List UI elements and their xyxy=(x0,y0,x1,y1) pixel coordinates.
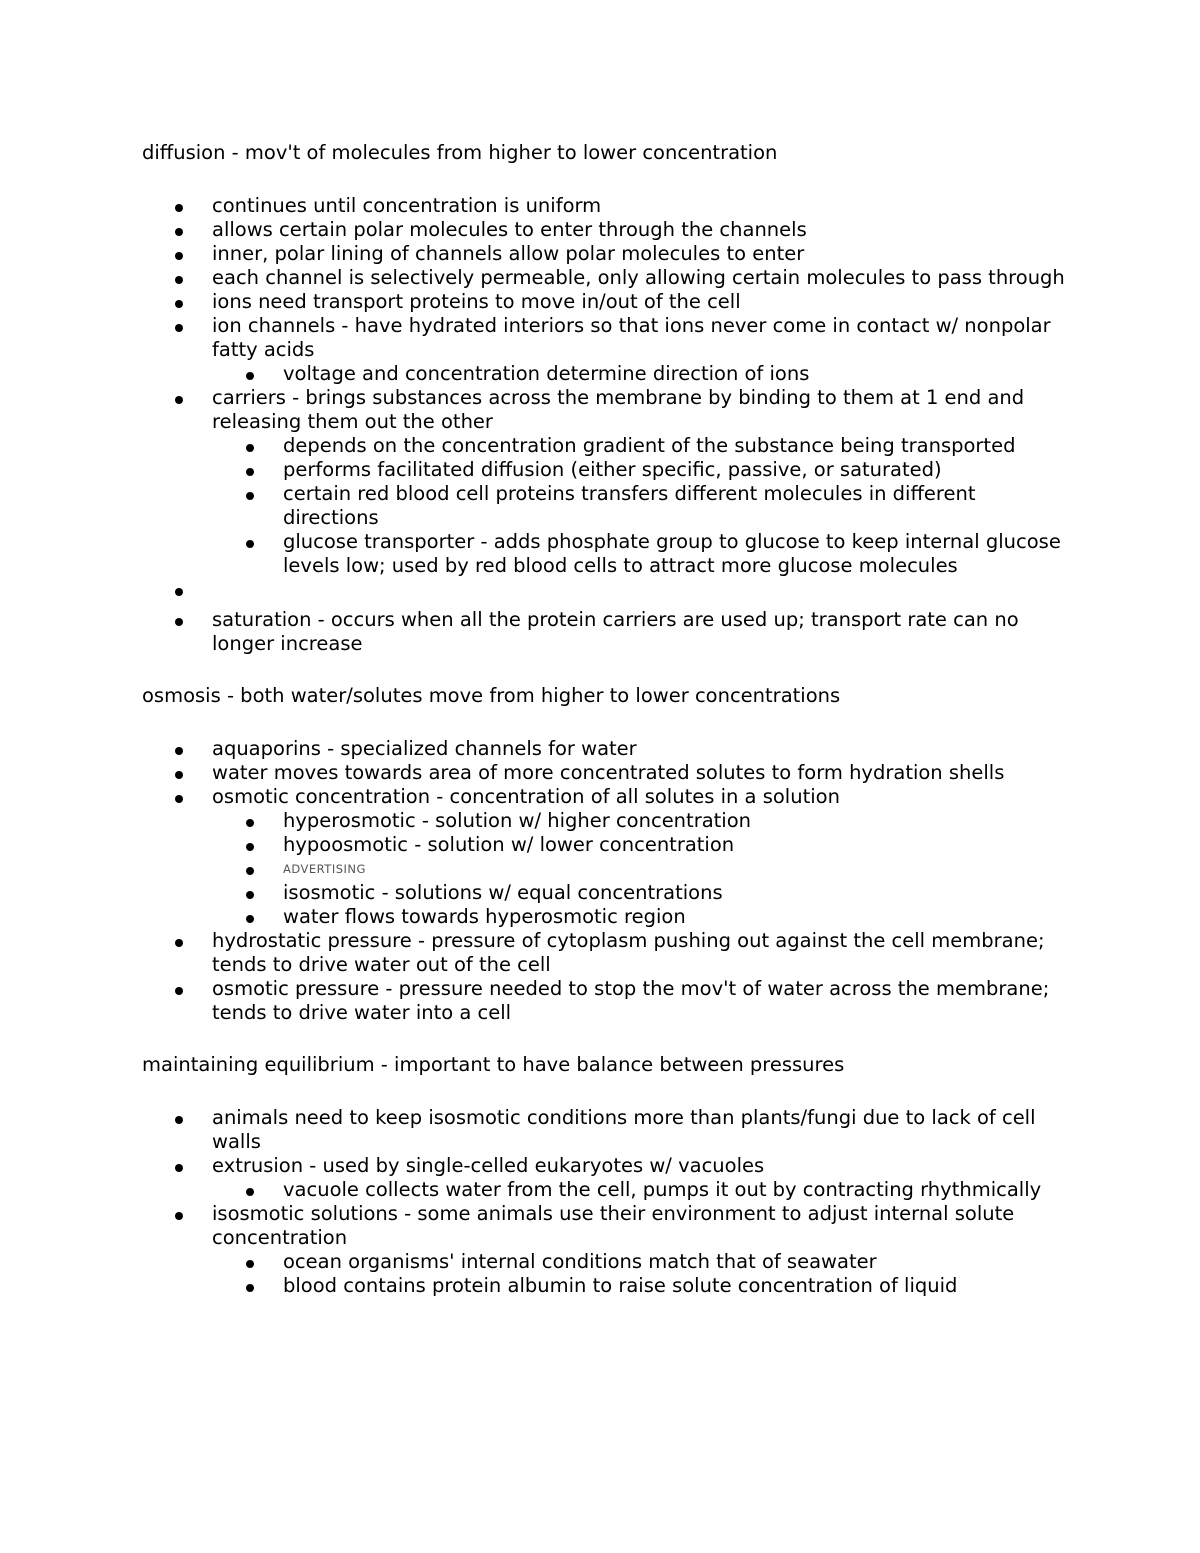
sub-list-item-text: performs facilitated diffusion (either specific, passive, or saturated) xyxy=(283,458,942,481)
list-item-text: saturation - occurs when all the protein carriers are used up; transport rate can no longer increase xyxy=(212,608,1019,655)
list-item-text: each channel is selectively permeable, only allowing certain molecules to pass through xyxy=(212,266,1065,289)
sub-list-item xyxy=(283,530,1072,578)
sub-list-item-text: certain red blood cell proteins transfers different molecules in different directions xyxy=(283,482,976,529)
list-item-text: inner, polar lining of channels allow polar molecules to enter xyxy=(212,242,805,265)
bullet-icon xyxy=(175,228,183,236)
sub-list-item xyxy=(283,482,1072,530)
list-item-text: ion channels - have hydrated interiors so that ions never come in contact w/ nonpolar fatty acids xyxy=(212,314,1051,361)
bullet-icon xyxy=(246,540,254,548)
list-item xyxy=(142,1106,1072,1154)
bullet-icon xyxy=(246,867,254,875)
sub-bullet-list xyxy=(283,1178,1072,1202)
sub-list-item xyxy=(283,458,1072,482)
list-item xyxy=(142,1202,1072,1298)
list-item xyxy=(142,977,1072,1025)
bullet-list xyxy=(142,194,1072,656)
bullet-icon xyxy=(175,396,183,404)
list-item xyxy=(142,785,1072,929)
section-heading: diffusion - mov't of molecules from higher to lower concentration xyxy=(142,141,778,164)
sub-list-item-text: water flows towards hyperosmotic region xyxy=(283,905,686,928)
list-item xyxy=(142,929,1072,977)
sub-list-item-text: ocean organisms' internal conditions match that of seawater xyxy=(283,1250,877,1273)
bullet-icon xyxy=(175,204,183,212)
list-item xyxy=(142,578,1072,608)
list-item-text: carriers - brings substances across the membrane by binding to them at 1 end and releasing them out the other xyxy=(212,386,1025,433)
sub-list-item xyxy=(283,434,1072,458)
bullet-icon xyxy=(175,618,183,626)
sub-list-item-text: isosmotic - solutions w/ equal concentrations xyxy=(283,881,723,904)
bullet-icon xyxy=(175,1212,183,1220)
sub-list-item-text: blood contains protein albumin to raise solute concentration of liquid xyxy=(283,1274,958,1297)
bullet-icon xyxy=(246,1284,254,1292)
sub-list-item xyxy=(283,809,1072,833)
sub-bullet-list xyxy=(283,809,1072,929)
sub-list-item xyxy=(283,362,1072,386)
list-item xyxy=(142,218,1072,242)
list-item xyxy=(142,314,1072,386)
sub-list-item xyxy=(283,1250,1072,1274)
list-item xyxy=(142,290,1072,314)
sub-list-item-text: glucose transporter - adds phosphate group to glucose to keep internal glucose levels low; used by red blood cells to attract more glucose molecules xyxy=(283,530,1061,577)
sub-bullet-list xyxy=(283,362,1072,386)
bullet-icon xyxy=(175,588,183,596)
advertising-label: ADVERTISING xyxy=(283,862,366,876)
list-item xyxy=(142,386,1072,578)
bullet-icon xyxy=(246,843,254,851)
list-item-text: isosmotic solutions - some animals use their environment to adjust internal solute concentration xyxy=(212,1202,1015,1249)
bullet-icon xyxy=(175,252,183,260)
list-item-text: allows certain polar molecules to enter through the channels xyxy=(212,218,807,241)
section-heading: maintaining equilibrium - important to have balance between pressures xyxy=(142,1053,845,1076)
bullet-icon xyxy=(175,1164,183,1172)
sub-list-item-text: voltage and concentration determine direction of ions xyxy=(283,362,810,385)
list-item xyxy=(142,608,1072,656)
bullet-icon xyxy=(246,891,254,899)
list-item xyxy=(142,761,1072,785)
sub-list-item xyxy=(283,905,1072,929)
bullet-icon xyxy=(246,915,254,923)
list-item-text: osmotic pressure - pressure needed to stop the mov't of water across the membrane; tends to drive water into a cell xyxy=(212,977,1050,1024)
bullet-list xyxy=(142,1106,1072,1298)
bullet-icon xyxy=(246,444,254,452)
sub-list-item xyxy=(283,1178,1072,1202)
section-heading: osmosis - both water/solutes move from higher to lower concentrations xyxy=(142,684,841,707)
sub-list-item xyxy=(283,881,1072,905)
bullet-icon xyxy=(246,468,254,476)
bullet-icon xyxy=(175,987,183,995)
sub-list-item xyxy=(283,1274,1072,1298)
list-item-text: water moves towards area of more concentrated solutes to form hydration shells xyxy=(212,761,1005,784)
bullet-icon xyxy=(246,492,254,500)
bullet-icon xyxy=(246,819,254,827)
bullet-icon xyxy=(246,1188,254,1196)
sub-list-item-text: vacuole collects water from the cell, pumps it out by contracting rhythmically xyxy=(283,1178,1042,1201)
list-item-text: ions need transport proteins to move in/out of the cell xyxy=(212,290,741,313)
list-item-text: hydrostatic pressure - pressure of cytoplasm pushing out against the cell membrane; tends to drive water out of the cell xyxy=(212,929,1045,976)
sub-list-item-text: hypoosmotic - solution w/ lower concentration xyxy=(283,833,735,856)
list-item-text: osmotic concentration - concentration of all solutes in a solution xyxy=(212,785,840,808)
bullet-icon xyxy=(175,324,183,332)
sub-list-item xyxy=(283,857,1072,881)
sub-bullet-list xyxy=(283,434,1072,578)
bullet-icon xyxy=(175,795,183,803)
bullet-list xyxy=(142,737,1072,1025)
list-item xyxy=(142,1154,1072,1202)
bullet-icon xyxy=(175,939,183,947)
list-item xyxy=(142,737,1072,761)
sub-list-item xyxy=(283,833,1072,857)
list-item-text: animals need to keep isosmotic conditions more than plants/fungi due to lack of cell walls xyxy=(212,1106,1036,1153)
list-item-text: extrusion - used by single-celled eukaryotes w/ vacuoles xyxy=(212,1154,765,1177)
document-page xyxy=(142,141,1072,1326)
bullet-icon xyxy=(246,1260,254,1268)
bullet-icon xyxy=(175,276,183,284)
sub-bullet-list xyxy=(283,1250,1072,1298)
list-item xyxy=(142,194,1072,218)
list-item xyxy=(142,242,1072,266)
bullet-icon xyxy=(175,1116,183,1124)
list-item-text: aquaporins - specialized channels for water xyxy=(212,737,637,760)
list-item-text: continues until concentration is uniform xyxy=(212,194,602,217)
bullet-icon xyxy=(175,771,183,779)
sub-list-item-text: hyperosmotic - solution w/ higher concentration xyxy=(283,809,752,832)
bullet-icon xyxy=(175,747,183,755)
bullet-icon xyxy=(175,300,183,308)
bullet-icon xyxy=(246,372,254,380)
sub-list-item-text: depends on the concentration gradient of the substance being transported xyxy=(283,434,1016,457)
list-item xyxy=(142,266,1072,290)
